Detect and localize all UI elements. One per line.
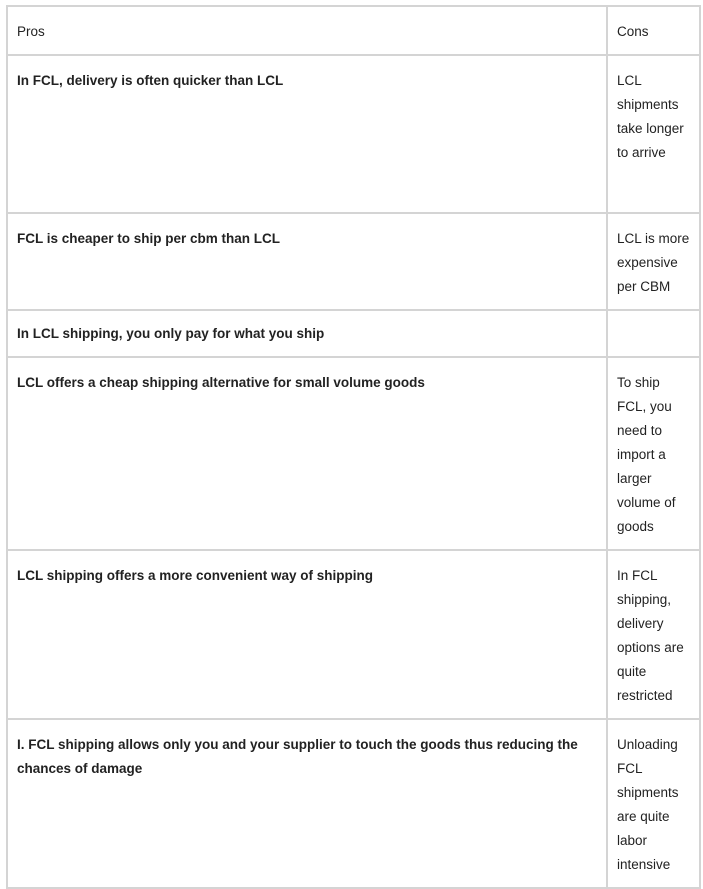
con-cell: In FCL shipping, delivery options are quite restricted [607,550,700,719]
pro-cell: LCL offers a cheap shipping alternative for small volume goods [7,357,607,550]
table-row [7,310,700,357]
table-row [7,550,700,719]
table-header-row [7,6,700,55]
con-cell: LCL is more expensive per CBM [607,213,700,310]
con-cell: Unloading FCL shipments are quite labor intensive [607,719,700,888]
table-row [7,55,700,213]
con-cell [607,310,700,357]
con-cell: LCL shipments take longer to arrive [607,55,700,213]
table-row [7,213,700,310]
header-pros: Pros [7,6,607,55]
pro-cell: In FCL, delivery is often quicker than LCL [7,55,607,213]
table-row [7,357,700,550]
pro-cell: FCL is cheaper to ship per cbm than LCL [7,213,607,310]
pro-cell: In LCL shipping, you only pay for what you ship [7,310,607,357]
pros-cons-table [6,5,701,889]
table-row [7,719,700,888]
pro-cell: I. FCL shipping allows only you and your supplier to touch the goods thus reducing the chances of damage [7,719,607,888]
con-cell: To ship FCL, you need to import a larger volume of goods [607,357,700,550]
pro-cell: LCL shipping offers a more convenient way of shipping [7,550,607,719]
header-cons: Cons [607,6,700,55]
